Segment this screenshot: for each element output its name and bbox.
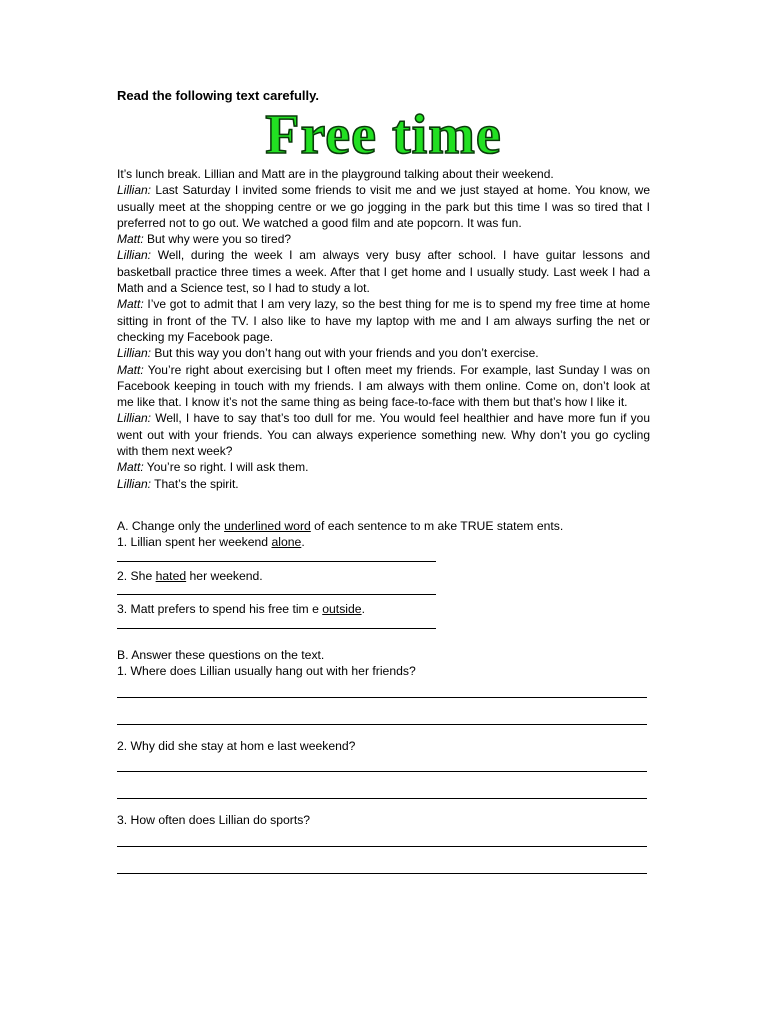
dialogue-line: [117, 459, 650, 475]
dialogue-line: [117, 247, 650, 296]
speaker-name: Lillian:: [117, 346, 152, 361]
question-2: 2. Why did she stay at hom e last weekend?: [117, 738, 356, 753]
dialogue-text: You’re right about exercising but I often meet my friends. For example, last Sunday I was on Facebook keeping in touch with my friends. I am always with them online. Come on, don’t look at me like that. I know it’s not the same thing as being face-to-face with them but that’s how I like it.: [117, 362, 650, 410]
dialogue-text: Last Saturday I invited some friends to visit me and we just stayed at home. You know, we usually meet at the shopping centre or we go jogging in the park but this time I was so tired that I preferred not to go out. We watched a good film and ate popcorn. It was fun.: [117, 183, 650, 230]
dialogue-text: Well, I have to say that’s too dull for me. You would feel healthier and have more fun if you went out with your friends. You can always experience something new. Why don’t you go cycling with them next week?: [117, 411, 650, 459]
statement-2: 2. She hated her weekend.: [117, 568, 263, 583]
dialogue-text: But this way you don’t hang out with your friends and you don’t exercise.: [151, 346, 539, 361]
answer-line[interactable]: [117, 771, 647, 772]
speaker-name: Lillian:: [117, 183, 152, 198]
dialogue-line: [117, 345, 650, 361]
title-block: [117, 106, 650, 164]
instruction-text: Read the following text carefully.: [117, 88, 320, 103]
worksheet: [117, 88, 650, 874]
question-1: 1. Where does Lillian usually hang out with her friends?: [117, 664, 416, 679]
section-b-heading: B. Answer these questions on the text.: [117, 647, 325, 662]
answer-line[interactable]: [117, 798, 647, 799]
answer-line[interactable]: [117, 724, 647, 725]
section-a: [117, 518, 650, 629]
intro-text: It’s lunch break. Lillian and Matt are in the playground talking about their weekend.: [117, 167, 554, 181]
answer-line[interactable]: [117, 551, 436, 562]
speaker-name: Lillian:: [117, 411, 152, 426]
dialogue-line: [117, 362, 650, 411]
dialogue-text: That’s the spirit.: [151, 476, 239, 491]
answer-line[interactable]: [117, 873, 647, 874]
dialogue-line: [117, 476, 650, 492]
dialogue-text: I’ve got to admit that I am very lazy, so the best thing for me is to spend my free time at home sitting in front of the TV. I also like to have my laptop with me and I am always surfing the net or checking my Facebook page.: [117, 297, 650, 344]
page-title: Free time: [265, 104, 502, 166]
dialogue-text: Well, during the week I am always very busy after school. I have guitar lessons and basketball practice three times a week. After that I get home and I usually study. Last week I had a Math and a Science test, so I had to study a lot.: [117, 248, 650, 296]
speaker-name: Lillian:: [117, 248, 152, 263]
dialogue-line: [117, 410, 650, 459]
answer-line[interactable]: [117, 846, 647, 847]
dialogue-line: [117, 296, 650, 345]
statement-1: 1. Lillian spent her weekend alone.: [117, 535, 305, 550]
reading-text: [117, 166, 650, 492]
question-3: 3. How often does Lillian do sports?: [117, 813, 311, 828]
answer-line[interactable]: [117, 697, 647, 698]
section-b: [117, 647, 650, 874]
speaker-name: Matt:: [117, 297, 144, 312]
speaker-name: Matt:: [117, 362, 144, 377]
statement-3: 3. Matt prefers to spend his free tim e outside.: [117, 602, 365, 617]
speaker-name: Matt:: [117, 232, 144, 247]
dialogue-text: You’re so right. I will ask them.: [143, 460, 309, 475]
section-a-heading: A. Change only the underlined word of each sentence to m ake TRUE statem ents.: [117, 518, 564, 533]
speaker-name: Lillian:: [117, 476, 152, 491]
answer-line[interactable]: [117, 584, 436, 595]
speaker-name: Matt:: [117, 460, 144, 475]
dialogue-line: [117, 182, 650, 231]
dialogue-text: But why were you so tired?: [143, 232, 292, 247]
dialogue-line: [117, 231, 650, 247]
answer-line[interactable]: [117, 618, 436, 629]
